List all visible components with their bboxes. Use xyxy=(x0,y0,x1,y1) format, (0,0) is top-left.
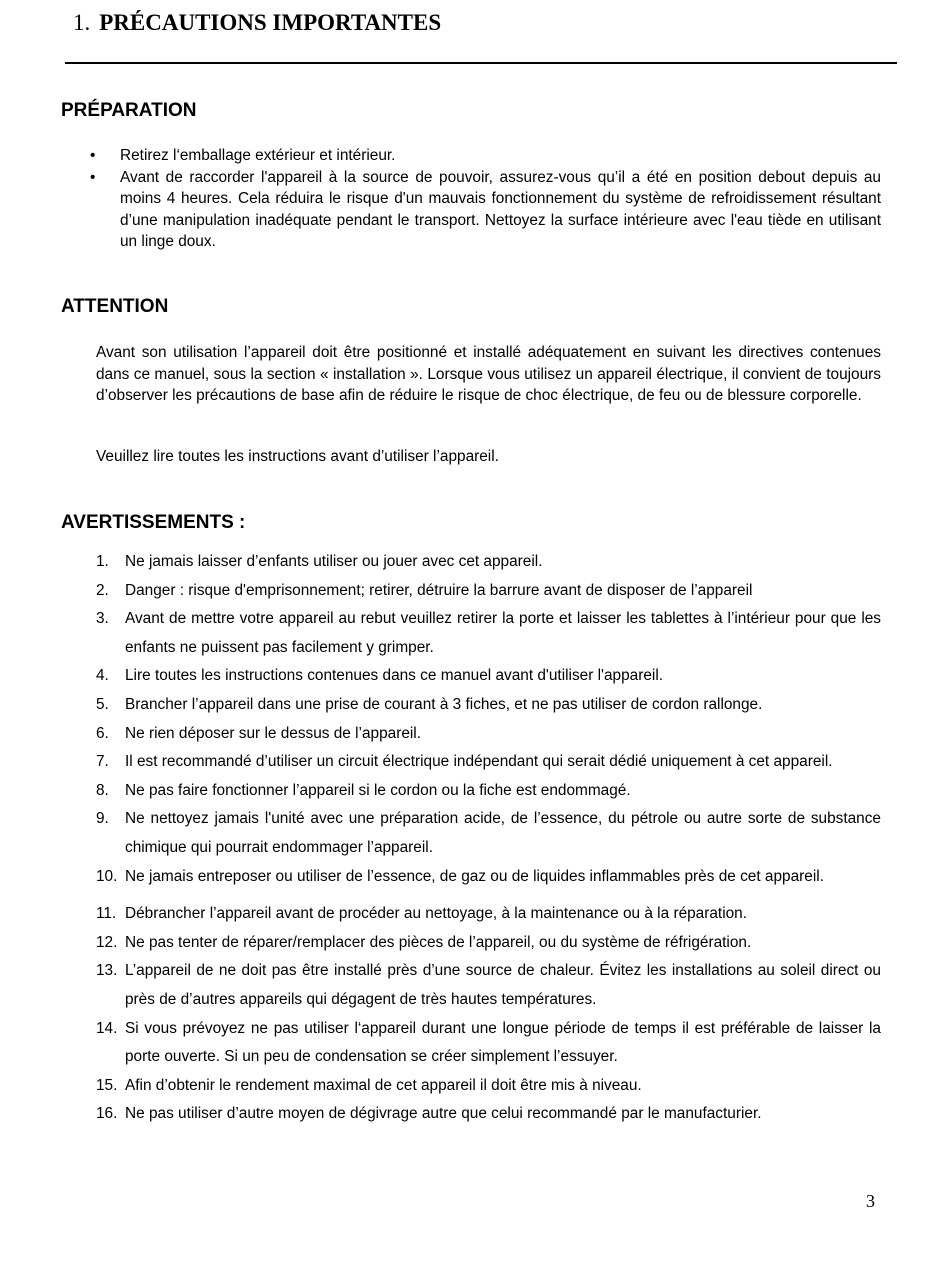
attention-heading: ATTENTION xyxy=(61,296,169,317)
warnings-heading: AVERTISSEMENTS : xyxy=(61,512,246,533)
warning-item xyxy=(96,720,881,749)
warning-item xyxy=(96,957,881,1014)
item-number: 8. xyxy=(96,781,109,799)
warning-item xyxy=(96,691,881,720)
warning-item xyxy=(96,900,881,929)
page-number: 3 xyxy=(866,1191,875,1211)
bullet-icon: • xyxy=(90,168,96,186)
item-text: Brancher l’appareil dans une prise de courant à 3 fiches, et ne pas utiliser de cordon rallonge. xyxy=(125,695,763,713)
warning-item xyxy=(96,1072,881,1101)
item-text: Ne jamais laisser d’enfants utiliser ou jouer avec cet appareil. xyxy=(125,553,543,570)
warning-item xyxy=(96,929,881,958)
attention-note: Veuillez lire toutes les instructions avant d’utiliser l’appareil. xyxy=(96,448,499,465)
warning-item xyxy=(96,577,881,606)
item-number: 13. xyxy=(96,962,118,980)
warning-item xyxy=(96,1100,881,1129)
item-text: Débrancher l’appareil avant de procéder au nettoyage, à la maintenance ou à la réparation. xyxy=(125,905,748,923)
chapter-heading xyxy=(73,10,441,36)
item-number: 5. xyxy=(96,695,109,713)
item-text: Danger : risque d'emprisonnement; retirer, détruire la barrure avant de disposer de l’appareil xyxy=(125,581,753,599)
bullet-text: Retirez l‘emballage extérieur et intérieur. xyxy=(120,147,396,164)
warning-item xyxy=(96,662,881,691)
attention-paragraph: Avant son utilisation l’appareil doit être positionné et installé adéquatement en suivant les directives contenues dans ce manuel, sous la section « installation ». Lorsque vous utilisez un appareil électrique, il convient de toujours d’observer les précautions de base afin de réduire le risque de choc électrique, de feu ou de blessure corporelle. xyxy=(96,344,881,404)
item-text: L’appareil de ne doit pas être installé près d’une source de chaleur. Évitez les installations au soleil direct ou près de d’autres appareils qui dégagent de très hautes températures. xyxy=(125,962,881,1008)
chapter-number: 1. xyxy=(73,10,91,35)
item-text: Ne pas tenter de réparer/remplacer des pièces de l’appareil, ou du système de réfrigération. xyxy=(125,933,752,951)
item-number: 11. xyxy=(96,905,117,923)
warnings-list xyxy=(96,548,881,1129)
item-number: 12. xyxy=(96,933,118,951)
warning-item xyxy=(96,777,881,806)
item-text: Ne jamais entreposer ou utiliser de l’essence, de gaz ou de liquides inflammables près de cet appareil. xyxy=(125,867,824,885)
bullet-icon: • xyxy=(90,147,96,164)
item-number: 9. xyxy=(96,810,109,828)
warning-item xyxy=(96,805,881,862)
item-text: Lire toutes les instructions contenues dans ce manuel avant d'utiliser l'appareil. xyxy=(125,667,664,685)
warning-item xyxy=(96,748,881,777)
item-text: Si vous prévoyez ne pas utiliser l‘appareil durant une longue période de temps il est préférable de laisser la porte ouverte. Si un peu de condensation se créer simplement l’essuyer. xyxy=(125,1019,881,1066)
list-item xyxy=(90,167,881,253)
heading-rule xyxy=(65,62,897,64)
item-number: 1. xyxy=(96,553,109,570)
item-number: 16. xyxy=(96,1105,118,1123)
warning-item xyxy=(96,1015,881,1072)
item-number: 7. xyxy=(96,753,109,771)
item-text: Ne nettoyez jamais l'unité avec une préparation acide, de l’essence, du pétrole ou autre sorte de substance chimique qui pourrait endommager l’appareil. xyxy=(125,810,881,856)
item-text: Ne pas utiliser d’autre moyen de dégivrage autre que celui recommandé par le manufacturier. xyxy=(125,1105,762,1123)
item-number: 6. xyxy=(96,724,109,742)
chapter-title: PRÉCAUTIONS IMPORTANTES xyxy=(99,10,442,35)
item-text: Avant de mettre votre appareil au rebut veuillez retirer la porte et laisser les tablettes à l’intérieur pour que les enfants ne puissent pas facilement y grimper. xyxy=(125,610,881,656)
item-number: 4. xyxy=(96,667,109,685)
preparation-bullet-list xyxy=(90,145,881,253)
item-number: 2. xyxy=(96,581,109,599)
item-number: 15. xyxy=(96,1076,118,1094)
item-number: 3. xyxy=(96,610,109,628)
bullet-text: Avant de raccorder l'appareil à la source de pouvoir, assurez-vous qu’il a été en position debout depuis au moins 4 heures. Cela réduira le risque d'un mauvais fonctionnement du système de refroidissement résultant d’une manipulation inadéquate pendant le transport. Nettoyez la surface intérieure avec l'eau tiède en utilisant un linge doux. xyxy=(120,168,881,250)
item-text: Ne rien déposer sur le dessus de l’appareil. xyxy=(125,724,422,742)
list-item xyxy=(90,145,881,167)
item-text: Ne pas faire fonctionner l’appareil si le cordon ou la fiche est endommagé. xyxy=(125,781,631,799)
warning-item xyxy=(96,548,881,577)
warning-item xyxy=(96,605,881,662)
item-number: 10. xyxy=(96,867,118,885)
preparation-heading: PRÉPARATION xyxy=(61,100,197,121)
warning-item xyxy=(96,863,881,892)
item-text: Afin d’obtenir le rendement maximal de cet appareil il doit être mis à niveau. xyxy=(125,1076,642,1094)
item-number: 14. xyxy=(96,1019,118,1037)
item-text: Il est recommandé d’utiliser un circuit électrique indépendant qui serait dédié uniquement à cet appareil. xyxy=(125,753,833,771)
